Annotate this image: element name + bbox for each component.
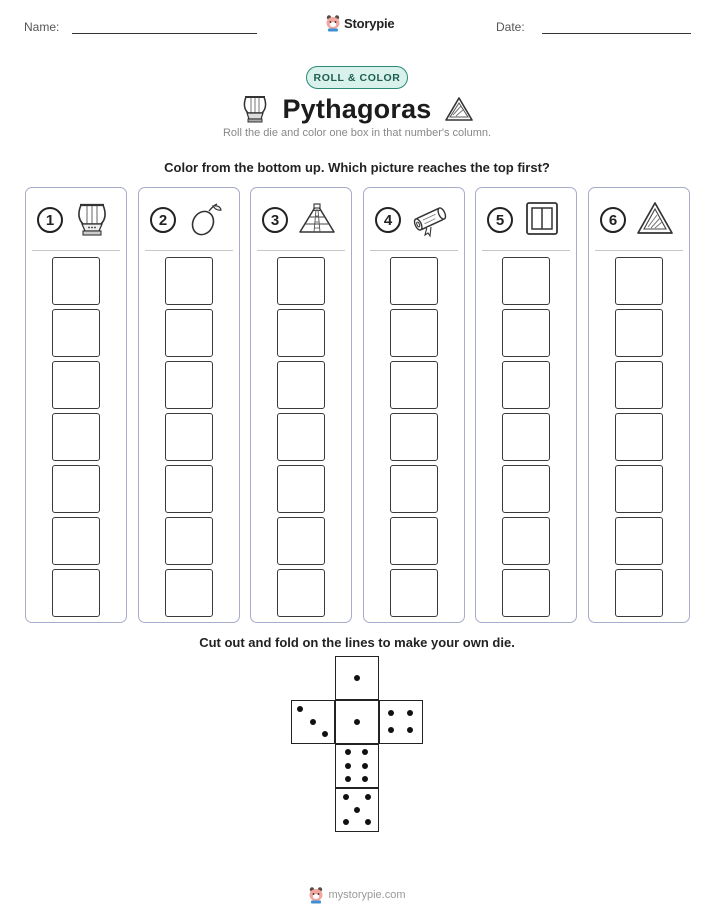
name-field[interactable] — [72, 33, 257, 34]
die-pip — [354, 675, 360, 681]
die-pip — [362, 776, 368, 782]
color-box[interactable] — [390, 361, 438, 409]
color-box[interactable] — [390, 413, 438, 461]
die-pip — [345, 776, 351, 782]
footer-url: mystorypie.com — [328, 889, 406, 901]
color-box[interactable] — [502, 465, 550, 513]
color-box[interactable] — [615, 465, 663, 513]
color-box[interactable] — [52, 361, 100, 409]
color-box[interactable] — [390, 465, 438, 513]
logo-text: Storypie — [344, 15, 395, 31]
column-3 — [250, 187, 352, 623]
column-4 — [363, 187, 465, 623]
column-divider — [370, 250, 458, 251]
color-box[interactable] — [277, 257, 325, 305]
die-pip — [345, 749, 351, 755]
column-5 — [475, 187, 577, 623]
title-row — [0, 92, 714, 126]
color-box[interactable] — [277, 517, 325, 565]
color-box[interactable] — [165, 257, 213, 305]
die-pip — [365, 819, 371, 825]
subtitle: Roll the die and color one box in that number's column. — [222, 127, 492, 139]
die-pip — [388, 727, 394, 733]
die-face-1 — [335, 656, 379, 700]
color-box[interactable] — [52, 465, 100, 513]
color-box[interactable] — [165, 361, 213, 409]
die-face-5 — [335, 788, 379, 832]
color-box[interactable] — [165, 309, 213, 357]
color-box[interactable] — [502, 309, 550, 357]
triangle-icon — [636, 200, 674, 238]
storypie-logo — [325, 13, 394, 33]
color-box[interactable] — [615, 569, 663, 617]
color-box[interactable] — [502, 569, 550, 617]
cut-instruction: Cut out and fold on the lines to make your own die. — [199, 635, 515, 650]
column-number: 3 — [262, 207, 288, 233]
die-face-4 — [379, 700, 423, 744]
color-box[interactable] — [502, 361, 550, 409]
color-box[interactable] — [277, 465, 325, 513]
footer — [0, 884, 714, 906]
column-1 — [25, 187, 127, 623]
name-label: Name: — [24, 20, 60, 34]
page-title: Pythagoras — [282, 93, 432, 124]
die-pip — [407, 710, 413, 716]
column-number: 2 — [150, 207, 176, 233]
color-box[interactable] — [502, 257, 550, 305]
column-divider — [32, 250, 120, 251]
scroll-icon — [411, 200, 449, 238]
die-face-3 — [291, 700, 335, 744]
lyre-icon — [73, 200, 111, 238]
color-box[interactable] — [502, 517, 550, 565]
color-box[interactable] — [615, 309, 663, 357]
die-pip — [354, 807, 360, 813]
column-divider — [595, 250, 683, 251]
color-box[interactable] — [165, 465, 213, 513]
color-box[interactable] — [277, 569, 325, 617]
color-box[interactable] — [390, 309, 438, 357]
die-pip — [343, 794, 349, 800]
die-pip — [354, 719, 360, 725]
die-pip — [322, 731, 328, 737]
die-pip — [362, 763, 368, 769]
die-pip — [310, 719, 316, 725]
color-box[interactable] — [615, 257, 663, 305]
color-box[interactable] — [615, 413, 663, 461]
date-field[interactable] — [542, 33, 691, 34]
color-box[interactable] — [277, 309, 325, 357]
color-box[interactable] — [52, 309, 100, 357]
color-box[interactable] — [502, 413, 550, 461]
mascot-icon — [308, 886, 324, 904]
color-box[interactable] — [52, 257, 100, 305]
color-box[interactable] — [390, 569, 438, 617]
die-pip — [365, 794, 371, 800]
olive-icon — [186, 200, 224, 238]
column-divider — [482, 250, 570, 251]
color-box[interactable] — [52, 517, 100, 565]
color-box[interactable] — [277, 413, 325, 461]
die-face-1 — [335, 700, 379, 744]
color-box[interactable] — [390, 517, 438, 565]
triangle-icon — [444, 95, 474, 123]
color-box[interactable] — [52, 569, 100, 617]
die-face-6 — [335, 744, 379, 788]
column-6 — [588, 187, 690, 623]
lyre-icon — [240, 93, 270, 125]
color-box[interactable] — [165, 413, 213, 461]
color-box[interactable] — [615, 361, 663, 409]
column-number: 6 — [600, 207, 626, 233]
die-pip — [345, 763, 351, 769]
color-box[interactable] — [615, 517, 663, 565]
mascot-icon — [325, 14, 341, 32]
color-instruction: Color from the bottom up. Which picture reaches the top first? — [164, 160, 550, 175]
color-box[interactable] — [277, 361, 325, 409]
die-pip — [407, 727, 413, 733]
column-number: 5 — [487, 207, 513, 233]
pyramid-icon — [298, 200, 336, 238]
color-box[interactable] — [390, 257, 438, 305]
column-2 — [138, 187, 240, 623]
die-pip — [388, 710, 394, 716]
color-box[interactable] — [52, 413, 100, 461]
column-divider — [145, 250, 233, 251]
color-box[interactable] — [165, 569, 213, 617]
square-frame-icon — [523, 200, 561, 238]
die-pip — [297, 706, 303, 712]
date-label: Date: — [496, 20, 525, 34]
die-pip — [362, 749, 368, 755]
column-number: 4 — [375, 207, 401, 233]
column-number: 1 — [37, 207, 63, 233]
column-divider — [257, 250, 345, 251]
die-pip — [343, 819, 349, 825]
roll-color-badge: ROLL & COLOR — [306, 66, 408, 89]
color-box[interactable] — [165, 517, 213, 565]
